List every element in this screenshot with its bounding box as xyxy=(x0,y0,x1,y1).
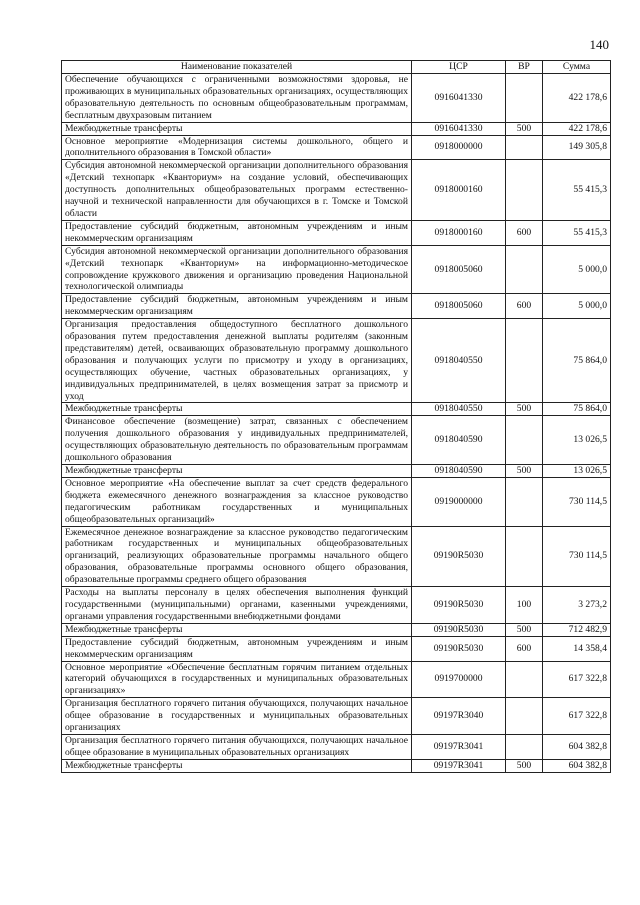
header-sum: Сумма xyxy=(543,61,611,74)
row-vr: 600 xyxy=(506,220,543,245)
row-csr: 09190R5030 xyxy=(412,526,506,587)
row-name: Обеспечение обучающихся с ограниченными возможностями здоровья, не проживающих в муниципальных образовательных организациях, осуществляющих образовательную деятельность по основным общеобразовательным программам, бесплатным двухразовым питанием xyxy=(62,74,412,123)
row-csr: 09190R5030 xyxy=(412,587,506,624)
table-row xyxy=(62,623,611,636)
row-sum: 422 178,6 xyxy=(543,74,611,123)
row-name: Межбюджетные трансферты xyxy=(62,465,412,478)
row-csr: 0918000160 xyxy=(412,220,506,245)
row-csr: 0916041330 xyxy=(412,122,506,135)
row-vr xyxy=(506,245,543,294)
row-csr: 0918005060 xyxy=(412,245,506,294)
row-sum: 3 273,2 xyxy=(543,587,611,624)
row-vr xyxy=(506,416,543,465)
row-csr: 0918005060 xyxy=(412,294,506,319)
table-row xyxy=(62,465,611,478)
row-vr: 500 xyxy=(506,403,543,416)
header-csr: ЦСР xyxy=(412,61,506,74)
row-sum: 75 864,0 xyxy=(543,403,611,416)
table-row xyxy=(62,294,611,319)
row-name: Расходы на выплаты персоналу в целях обеспечения выполнения функций государственными (муниципальными) органами, казенными учреждениями, органами управления государственными внебюджетными фондами xyxy=(62,587,412,624)
row-sum: 75 864,0 xyxy=(543,319,611,403)
row-csr: 0918000160 xyxy=(412,160,506,221)
table-row xyxy=(62,416,611,465)
row-sum: 5 000,0 xyxy=(543,294,611,319)
row-vr: 600 xyxy=(506,294,543,319)
row-csr: 0919700000 xyxy=(412,661,506,698)
header-name: Наименование показателей xyxy=(62,61,412,74)
table-row xyxy=(62,245,611,294)
table-row xyxy=(62,319,611,403)
row-sum: 55 415,3 xyxy=(543,160,611,221)
row-vr xyxy=(506,526,543,587)
row-csr: 0918040550 xyxy=(412,403,506,416)
table-row xyxy=(62,135,611,160)
row-sum: 422 178,6 xyxy=(543,122,611,135)
row-name: Субсидия автономной некоммерческой организации дополнительного образования «Детский технопарк «Кванториум» на создание условий, обеспечивающих доступность дополнительных общеобразовательных программ естественно-научной и технической направленности для обучающихся в г. Томске и Томской области xyxy=(62,160,412,221)
row-csr: 0918040590 xyxy=(412,465,506,478)
row-sum: 149 305,8 xyxy=(543,135,611,160)
header-vr: ВР xyxy=(506,61,543,74)
row-sum: 55 415,3 xyxy=(543,220,611,245)
row-name: Межбюджетные трансферты xyxy=(62,623,412,636)
row-csr: 0919000000 xyxy=(412,477,506,526)
row-sum: 712 482,9 xyxy=(543,623,611,636)
budget-table xyxy=(61,60,611,773)
row-vr xyxy=(506,74,543,123)
row-vr: 500 xyxy=(506,623,543,636)
row-name: Предоставление субсидий бюджетным, автономным учреждениям и иным некоммерческим организациям xyxy=(62,294,412,319)
row-name: Предоставление субсидий бюджетным, автономным учреждениям и иным некоммерческим организациям xyxy=(62,220,412,245)
row-sum: 730 114,5 xyxy=(543,477,611,526)
table-row xyxy=(62,403,611,416)
row-csr: 09197R3040 xyxy=(412,698,506,735)
row-sum: 13 026,5 xyxy=(543,465,611,478)
row-name: Основное мероприятие «Обеспечение бесплатным горячим питанием отдельных категорий обучающихся в государственных и муниципальных образовательных организациях» xyxy=(62,661,412,698)
row-vr xyxy=(506,477,543,526)
row-name: Организация бесплатного горячего питания обучающихся, получающих начальное общее образование в муниципальных образовательных организациях xyxy=(62,734,412,759)
row-vr: 500 xyxy=(506,759,543,772)
row-name: Межбюджетные трансферты xyxy=(62,122,412,135)
table-row xyxy=(62,734,611,759)
row-name: Ежемесячное денежное вознаграждение за классное руководство педагогическим работникам государственных и муниципальных общеобразовательных организаций, реализующих образовательные программы начального общего образования, образовательные программы основного общего образования, образовательные программы среднего общего образования xyxy=(62,526,412,587)
row-name: Межбюджетные трансферты xyxy=(62,403,412,416)
table-header-row xyxy=(62,61,611,74)
row-vr xyxy=(506,661,543,698)
table-row xyxy=(62,477,611,526)
row-vr: 500 xyxy=(506,465,543,478)
table-row xyxy=(62,122,611,135)
row-sum: 5 000,0 xyxy=(543,245,611,294)
row-csr: 09190R5030 xyxy=(412,636,506,661)
row-sum: 617 322,8 xyxy=(543,698,611,735)
row-name: Организация предоставления общедоступного бесплатного дошкольного образования путем предоставления денежной выплаты родителям (законным представителям) детей, осваивающих образовательную программу дошкольного образования и получающих услуги по присмотру и уходу в организациях, осуществляющих обучение, частных образовательных организациях, у индивидуальных предпринимателей, в целях возмещения затрат за присмотр и уход xyxy=(62,319,412,403)
row-csr: 0918040590 xyxy=(412,416,506,465)
table-row xyxy=(62,526,611,587)
table-row xyxy=(62,220,611,245)
row-csr: 0916041330 xyxy=(412,74,506,123)
row-sum: 604 382,8 xyxy=(543,734,611,759)
row-name: Межбюджетные трансферты xyxy=(62,759,412,772)
row-vr: 500 xyxy=(506,122,543,135)
row-sum: 13 026,5 xyxy=(543,416,611,465)
row-vr xyxy=(506,734,543,759)
row-vr xyxy=(506,160,543,221)
row-csr: 09197R3041 xyxy=(412,734,506,759)
row-name: Организация бесплатного горячего питания обучающихся, получающих начальное общее образование в государственных и муниципальных образовательных организациях xyxy=(62,698,412,735)
table-row xyxy=(62,587,611,624)
row-vr xyxy=(506,135,543,160)
row-sum: 730 114,5 xyxy=(543,526,611,587)
page-number: 140 xyxy=(589,37,609,52)
row-sum: 604 382,8 xyxy=(543,759,611,772)
row-name: Основное мероприятие «На обеспечение выплат за счет средств федерального бюджета ежемесячного денежного вознаграждения за классное руководство педагогическим работникам государственных и муниципальных общеобразовательных организаций» xyxy=(62,477,412,526)
table-row xyxy=(62,698,611,735)
row-csr: 09197R3041 xyxy=(412,759,506,772)
row-name: Финансовое обеспечение (возмещение) затрат, связанных с обеспечением получения дошкольного образования у индивидуальных предпринимателей, осуществляющих образовательную деятельность по образовательным программам дошкольного образования xyxy=(62,416,412,465)
row-name: Субсидия автономной некоммерческой организации дополнительного образования «Детский технопарк «Кванториум» на информационно-методическое сопровождение кружкового движения и организацию проведения Национальной технологической олимпиады xyxy=(62,245,412,294)
row-sum: 14 358,4 xyxy=(543,636,611,661)
row-csr: 09190R5030 xyxy=(412,623,506,636)
row-vr: 100 xyxy=(506,587,543,624)
table-row xyxy=(62,74,611,123)
row-vr xyxy=(506,319,543,403)
row-name: Предоставление субсидий бюджетным, автономным учреждениям и иным некоммерческим организациям xyxy=(62,636,412,661)
row-sum: 617 322,8 xyxy=(543,661,611,698)
row-vr xyxy=(506,698,543,735)
table-row xyxy=(62,160,611,221)
row-csr: 0918040550 xyxy=(412,319,506,403)
table-row xyxy=(62,661,611,698)
row-vr: 600 xyxy=(506,636,543,661)
table-row xyxy=(62,759,611,772)
row-csr: 0918000000 xyxy=(412,135,506,160)
row-name: Основное мероприятие «Модернизация системы дошкольного, общего и дополнительного образования в Томской области» xyxy=(62,135,412,160)
table-row xyxy=(62,636,611,661)
